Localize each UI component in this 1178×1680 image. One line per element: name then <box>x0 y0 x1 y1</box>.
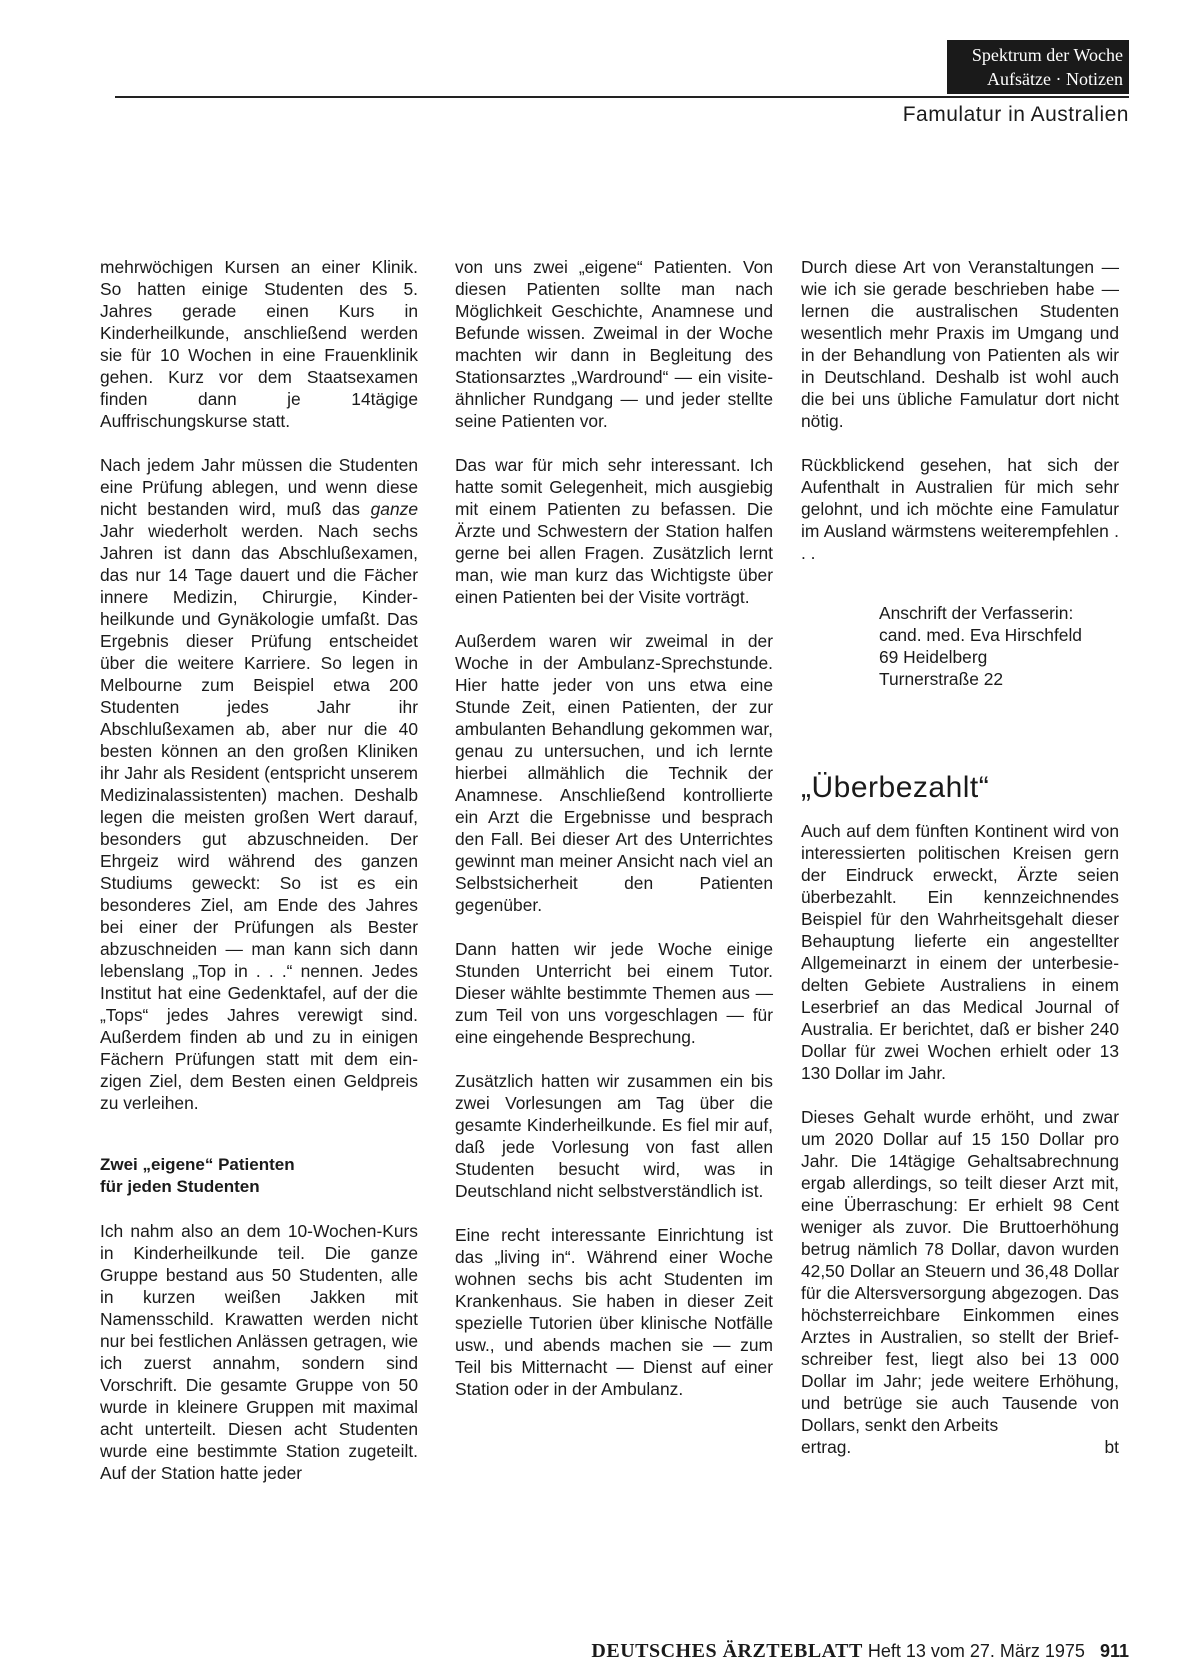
badge-line-2: Aufsätze · Notizen <box>987 69 1123 89</box>
emphasis: ganze <box>370 499 418 519</box>
author-address <box>879 602 1119 690</box>
column-2 <box>455 256 773 1400</box>
paragraph: Eine recht interessante Einrichtung ist das „living in“. Während einer Woche wohnen sechs bis acht Studenten im Krankenhaus. Sie haben in dieser Zeit spezielle Tutorien über klinische Notfälle usw., und abends machen sie — zum Teil bis Mitternacht — Dienst auf einer Station oder in der Ambulanz. <box>455 1225 773 1399</box>
badge-line-1: Spektrum der Woche <box>971 45 1123 65</box>
paragraph: von uns zwei „eigene“ Patienten. Von diesen Patienten sollte man nach Möglichkeit Geschichte, Anamnese und Befunde wissen. Zweimal in der Woche machten wir dann in Begleitung des Stationsarztes „Wardround“ — ein visiteähnlicher Rundgang — und jeder stellte seine Patienten vor. <box>455 257 773 431</box>
subheading-line-1: Zwei „eigene“ Patienten <box>100 1155 295 1174</box>
issue-info: Heft 13 vom 27. März 1975 <box>867 1641 1085 1661</box>
paragraph: Das war für mich sehr interessant. Ich hatte somit Gelegenheit, mich ausgiebig mit einem Patienten zu befassen. Die Ärzte und Schwestern der Station halfen gerne bei allen Fragen. Zusätzlich lernt man, wie man kurz das Wichtigste über einen Patienten bei der Visite vorträgt. <box>455 455 773 607</box>
address-street: Turnerstraße 22 <box>879 669 1004 689</box>
paragraph: Durch diese Art von Veranstaltungen — wie ich sie gerade beschrieben habe — lernen die australischen Studenten wesentlich mehr Praxis im Umgang und in der Behandlung von Patienten als wir in Deutschland. Deshalb ist wohl auch die bei uns übliche Famulatur dort nicht nötig. <box>801 257 1119 431</box>
subheading-line-2: für jeden Studenten <box>100 1177 260 1196</box>
section-badge <box>947 40 1129 94</box>
column-1 <box>100 256 418 1484</box>
address-label: Anschrift der Verfasserin: <box>879 603 1074 623</box>
paragraph: Dann hatten wir jede Woche einige Stunden Unterricht bei einem Tutor. Dieser wählte bestimmte Themen aus — zum Teil von uns vorgeschlagen — für eine eingehende Besprechung. <box>455 939 773 1047</box>
subheading <box>100 1154 418 1198</box>
text-run: Nach jedem Jahr müssen die Studenten eine Prüfung ablegen, und wenn diese nicht bestanden wird, muß das <box>100 455 418 519</box>
paragraph: Rückblickend gesehen, hat sich der Aufenthalt in Australien für mich sehr gelohnt, und ich möchte eine Famulatur im Ausland wärmstens weiterempfehlen . . . <box>801 455 1119 563</box>
header-rule <box>115 96 1129 98</box>
column-3 <box>801 256 1119 1458</box>
paragraph <box>100 454 418 1114</box>
journal-name: DEUTSCHES ÄRZTEBLATT <box>591 1640 863 1662</box>
paragraph: Außerdem waren wir zweimal in der Woche in der Ambulanz-Sprechstunde. Hier hatte jeder von uns etwa eine Stunde Zeit, einen Patienten, der zur ambulanten Behandlung gekommen war, genau zu untersuchen, und ich lernte hierbei allmählich die Technik der Anamnese. Anschließend kontrollierte ein Arzt die Ergebnisse und besprach den Fall. Bei dieser Art des Unterrichtes gewinnt man meiner Ansicht nach viel an Selbstsicherheit den Patienten gegenüber. <box>455 631 773 915</box>
paragraph: Zusätzlich hatten wir zusammen ein bis zwei Vorlesungen am Tag über die gesamte Kinderheilkunde. Es fiel mir auf, daß jede Vorlesung von fast allen Studenten besucht wird, was in Deutschland nicht selbstverständlich ist. <box>455 1071 773 1201</box>
page-footer <box>591 1640 1129 1663</box>
section-title: Famulatur in Australien <box>902 103 1129 126</box>
news-heading: „Überbezahlt“ <box>801 771 990 804</box>
author-initials: bt <box>1104 1437 1119 1457</box>
paragraph: mehrwöchigen Kursen an einer Klinik. So hatten einige Studenten des 5. Jahres gerade einen Kurs in Kinderheilkunde, anschließend werden sie für 10 Wochen in eine Frauenklinik gehen. Kurz vor dem Staatsexamen finden dann je 14tägige Auffrischungskurse statt. <box>100 257 418 431</box>
last-line: ertrag. <box>801 1437 852 1457</box>
signature-line <box>801 1436 1119 1458</box>
text-run: Jahr wiederholt werden. Nach sechs Jahren ist dann das Abschlußexamen, das nur 14 Tage dauert und die Fächer innere Medizin, Chirurgie, Kinderheilkunde und Gynäkologie umfaßt. Das Ergebnis dieser Prüfung entscheidet über die weitere Karriere. So legen in Melbourne zum Beispiel etwa 200 Studenten jedes Jahr ihr Abschlußexamen ab, aber nur die 40 besten können an den großen Kliniken ihr Jahr als Resident (entspricht unserem Medizinalassistenten) machen. Deshalb legen die meisten großen Wert darauf, besonders gut abzuschneiden. Der Ehrgeiz wird während des ganzen Studiums geweckt: So ist es ein besonderes Ziel, am Ende des Jahres bei einer der Prüfungen als Bester abzuschneiden — man kann sich dann lebenslang „Top in . . .“ nennen. Jedes Institut hat eine Gedenktafel, auf der die „Tops“ jedes Jahres verewigt sind. Außerdem finden ab und zu in einigen Fächern Prüfungen statt mit dem einzigen Ziel, dem Besten einen Geldpreis zu verleihen. <box>100 521 418 1113</box>
paragraph: Auch auf dem fünften Kontinent wird von interessierten politischen Kreisen gern der Eindruck erweckt, Ärzte seien überbezahlt. Ein kennzeichnendes Beispiel für den Wahrheitsgehalt dieser Behauptung lieferte ein angestellter Allgemeinarzt in einem der unterbesiedelten Gebiete Australiens in einem Leserbrief an das Medical Journal of Australia. Er berichtet, daß er bisher 240 Dollar für zwei Wochen erhielt oder 13 130 Dollar im Jahr. <box>801 821 1119 1083</box>
paragraph: Dieses Gehalt wurde erhöht, und zwar um 2020 Dollar auf 15 150 Dollar pro Jahr. Die 14tägige Gehaltsabrechnung ergab allerdings, so teilt dieser Arzt mit, eine Überraschung: Er erhielt 98 Cent weniger als zuvor. Die Bruttoerhöhung betrug nämlich 78 Dollar, davon wurden 42,50 Dollar an Steuern und 36,48 Dollar für die Altersversorgung abgezogen. Das höchsterreichbare Einkommen eines Arztes in Australien, so stellt der Briefschreiber fest, liegt also bei 13 000 Dollar im Jahr; jede weitere Erhöhung, und betrüge sie auch Tausende von Dollars, senkt den Arbeits <box>801 1107 1119 1435</box>
address-name: cand. med. Eva Hirschfeld <box>879 625 1082 645</box>
address-city: 69 Heidelberg <box>879 647 988 667</box>
paragraph: Ich nahm also an dem 10-Wochen-Kurs in Kinderheilkunde teil. Die ganze Gruppe bestand aus 50 Studenten, alle in kurzen weißen Jakken mit Namensschild. Krawatten werden nicht nur bei festlichen Anlässen getragen, wie ich zuerst annahm, sondern sind Vorschrift. Die gesamte Gruppe von 50 wurde in kleinere Gruppen mit maximal acht unterteilt. Diesen acht Studenten wurde eine bestimmte Station zugeteilt. Auf der Station hatte jeder <box>100 1221 418 1483</box>
page-number: 911 <box>1099 1641 1129 1661</box>
